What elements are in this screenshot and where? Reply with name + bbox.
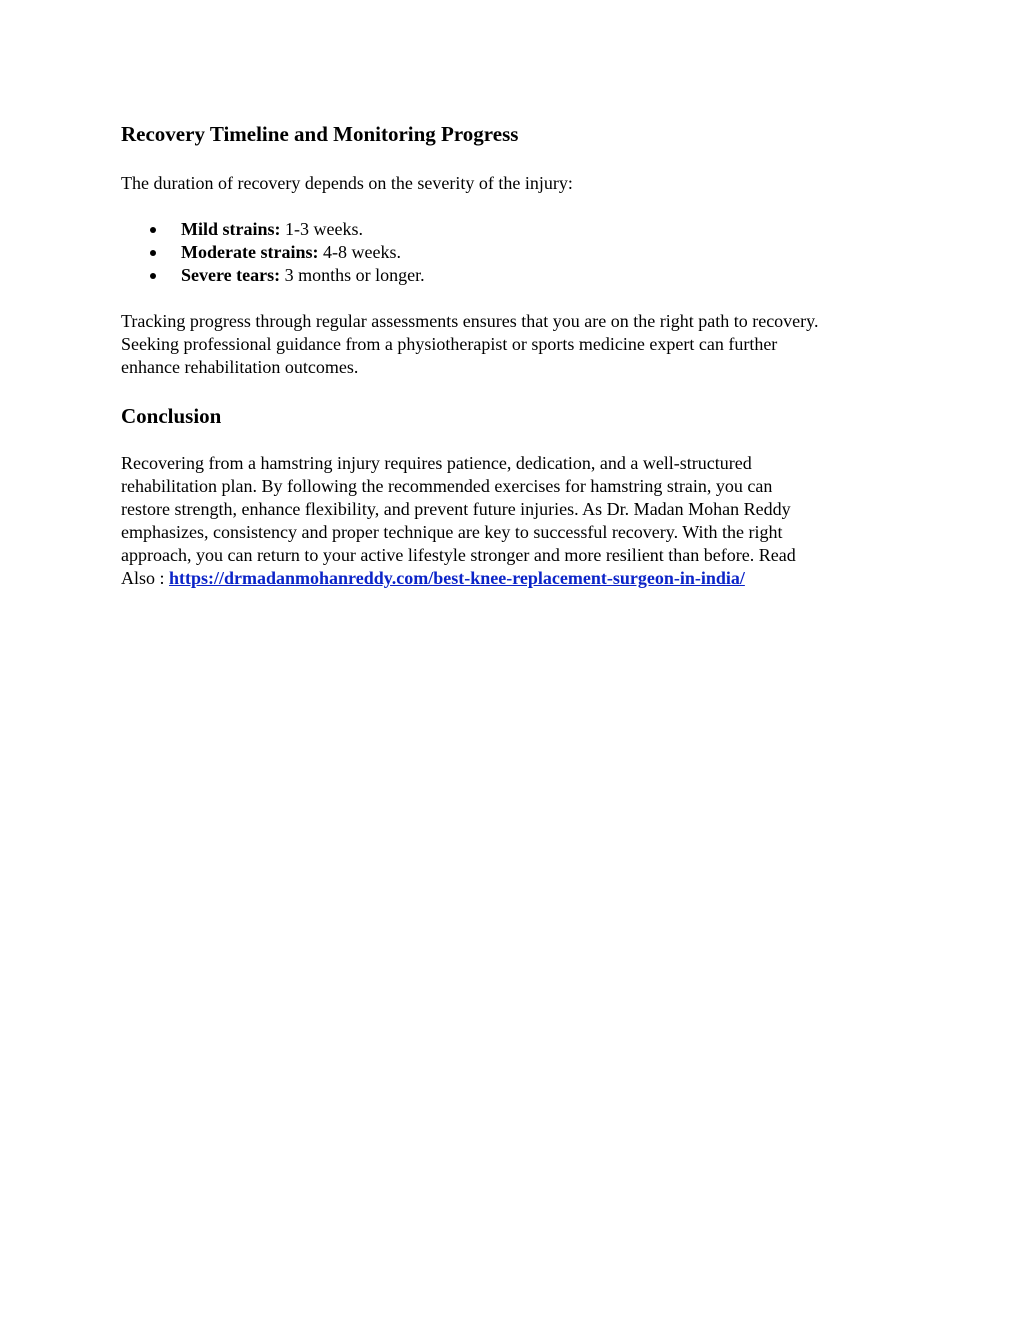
- paragraph-line: rehabilitation plan. By following the recommended exercises for hamstring strain, you can: [121, 476, 773, 496]
- paragraph-line: Seeking professional guidance from a physiotherapist or sports medicine expert can further: [121, 334, 778, 354]
- list-item-moderate: [121, 241, 425, 264]
- list-item-term: Mild strains:: [181, 219, 281, 239]
- conclusion-paragraph: [121, 452, 921, 590]
- bullet-icon: [150, 250, 156, 256]
- list-item-mild: [121, 218, 425, 241]
- recovery-duration-list: [121, 218, 425, 287]
- recovery-tracking-paragraph: [121, 310, 921, 379]
- paragraph-line: enhance rehabilitation outcomes.: [121, 357, 359, 377]
- list-item-term: Moderate strains:: [181, 242, 319, 262]
- section-heading-recovery-timeline: Recovery Timeline and Monitoring Progress: [121, 122, 519, 146]
- paragraph-line: restore strength, enhance flexibility, and prevent future injuries. As Dr. Madan Mohan Reddy: [121, 499, 791, 519]
- paragraph-line: emphasizes, consistency and proper technique are key to successful recovery. With the right: [121, 522, 783, 542]
- bullet-icon: [150, 273, 156, 279]
- list-item-value: 1-3 weeks.: [280, 219, 363, 239]
- section-heading-conclusion: Conclusion: [121, 404, 222, 428]
- paragraph-line: Recovering from a hamstring injury requires patience, dedication, and a well-structured: [121, 453, 752, 473]
- read-also-prefix: Also :: [121, 568, 170, 588]
- list-item-term: Severe tears:: [181, 265, 281, 285]
- list-item-value: 3 months or longer.: [280, 265, 425, 285]
- recovery-intro-text: The duration of recovery depends on the severity of the injury:: [121, 173, 573, 193]
- list-item-value: 4-8 weeks.: [318, 242, 401, 262]
- read-also-link[interactable]: https://drmadanmohanreddy.com/best-knee-replacement-surgeon-in-india/: [169, 568, 745, 588]
- list-item-severe: [121, 264, 425, 287]
- paragraph-line: Tracking progress through regular assessments ensures that you are on the right path to recovery.: [121, 311, 819, 331]
- paragraph-line: approach, you can return to your active lifestyle stronger and more resilient than before. Read: [121, 545, 796, 565]
- read-also-line: [121, 567, 921, 590]
- bullet-icon: [150, 227, 156, 233]
